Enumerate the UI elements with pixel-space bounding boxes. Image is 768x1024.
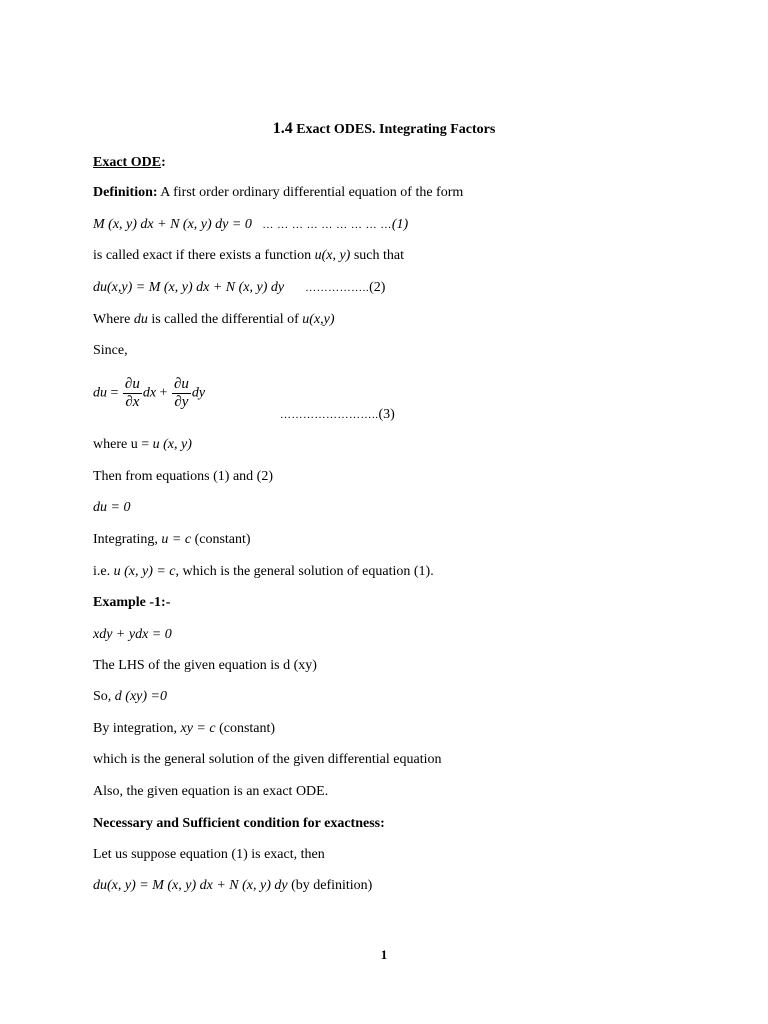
definition-label: Definition:: [93, 185, 158, 200]
du-zero-line: du = 0: [93, 500, 131, 515]
partial-u-x-fraction: [123, 376, 142, 411]
partial-u-y-fraction: [172, 376, 191, 411]
u-equals-c-math: u = c: [161, 532, 192, 547]
let-us-line: Let us suppose equation (1) is exact, then: [93, 847, 325, 862]
lhs-line: The LHS of the given equation is d (xy): [93, 658, 317, 673]
final-equation-line: [93, 877, 372, 895]
example-heading: Example -1:-: [93, 595, 171, 610]
text-segment: is called the differential of: [147, 312, 303, 327]
du-math: du: [133, 312, 148, 327]
example-equation: xdy + ydx = 0: [93, 627, 172, 642]
text-segment: Where: [93, 312, 134, 327]
text-segment: , which is the general solution of equation (1).: [175, 564, 434, 579]
fraction-numerator: ∂u: [173, 376, 189, 392]
by-integration-line: [93, 720, 275, 738]
definition-line: [93, 184, 463, 202]
definition-text: A first order ordinary differential equation of the form: [160, 185, 464, 200]
equation-2-math: du(x,y) = M (x, y) dx + N (x, y) dy: [93, 280, 285, 295]
equation-3-ref-line: [280, 406, 395, 424]
equation-1-math: M (x, y) dx + N (x, y) dy = 0: [93, 217, 252, 232]
eq3-dx: dx: [142, 385, 157, 401]
text-segment: such that: [350, 248, 405, 263]
eq3-equals: =: [107, 385, 122, 401]
exact-ode-heading: [93, 154, 166, 172]
also-line: Also, the given equation is an exact ODE.: [93, 784, 329, 799]
section-number: 1.4: [272, 120, 293, 137]
equation-1-dots: … … … … … … … … …: [262, 219, 392, 231]
fraction-denominator: ∂y: [174, 394, 189, 410]
so-line: [93, 688, 167, 706]
u-math: u(x,y): [302, 312, 335, 327]
fraction-numerator: ∂u: [124, 376, 140, 392]
text-segment: is called exact if there exists a function: [93, 248, 315, 263]
then-from-line: Then from equations (1) and (2): [93, 469, 273, 484]
u-math: u (x, y): [152, 437, 192, 452]
d-xy-math: d (xy) =0: [114, 689, 167, 704]
equation-2-dots: ……………..: [305, 282, 370, 294]
where-u-line: [93, 436, 192, 454]
ie-line: [93, 563, 434, 581]
text-segment: where u =: [93, 437, 153, 452]
equation-3-ref: (3): [378, 407, 395, 422]
eq3-lhs: du: [93, 385, 107, 401]
function-math: u(x, y): [314, 248, 351, 263]
text-segment: So,: [93, 689, 115, 704]
equation-2-ref: (2): [369, 280, 386, 295]
general-solution-line: which is the general solution of the given differential equation: [93, 752, 442, 767]
xy-equals-c-math: xy = c: [180, 721, 216, 736]
where-du-line: [93, 311, 335, 329]
text-segment: By integration,: [93, 721, 181, 736]
text-segment: (by definition): [287, 878, 373, 893]
integrating-line: [93, 531, 251, 549]
equation-3: [93, 376, 205, 411]
equation-2: [93, 279, 385, 297]
page-number: 1: [380, 947, 388, 962]
solution-math: u (x, y) = c: [113, 564, 176, 579]
exact-function-line: [93, 247, 404, 265]
heading-text: Exact ODE: [93, 155, 162, 170]
eq3-plus: +: [156, 385, 171, 401]
equation-3-dots: ……………………..: [280, 409, 379, 421]
text-segment: (constant): [215, 721, 276, 736]
text-segment: i.e.: [93, 564, 114, 579]
section-title-text: Exact ODES. Integrating Factors: [296, 122, 496, 137]
text-segment: Integrating,: [93, 532, 162, 547]
necessary-sufficient-heading: Necessary and Sufficient condition for exactness:: [93, 816, 385, 831]
equation-1: [93, 216, 408, 234]
since-line: Since,: [93, 343, 128, 358]
final-equation-math: du(x, y) = M (x, y) dx + N (x, y) dy: [93, 878, 288, 893]
heading-colon: :: [161, 155, 166, 170]
equation-1-ref: (1): [391, 217, 409, 232]
eq3-dy: dy: [191, 385, 206, 401]
fraction-denominator: ∂x: [125, 394, 140, 410]
section-title: [0, 120, 768, 138]
text-segment: (constant): [191, 532, 251, 547]
